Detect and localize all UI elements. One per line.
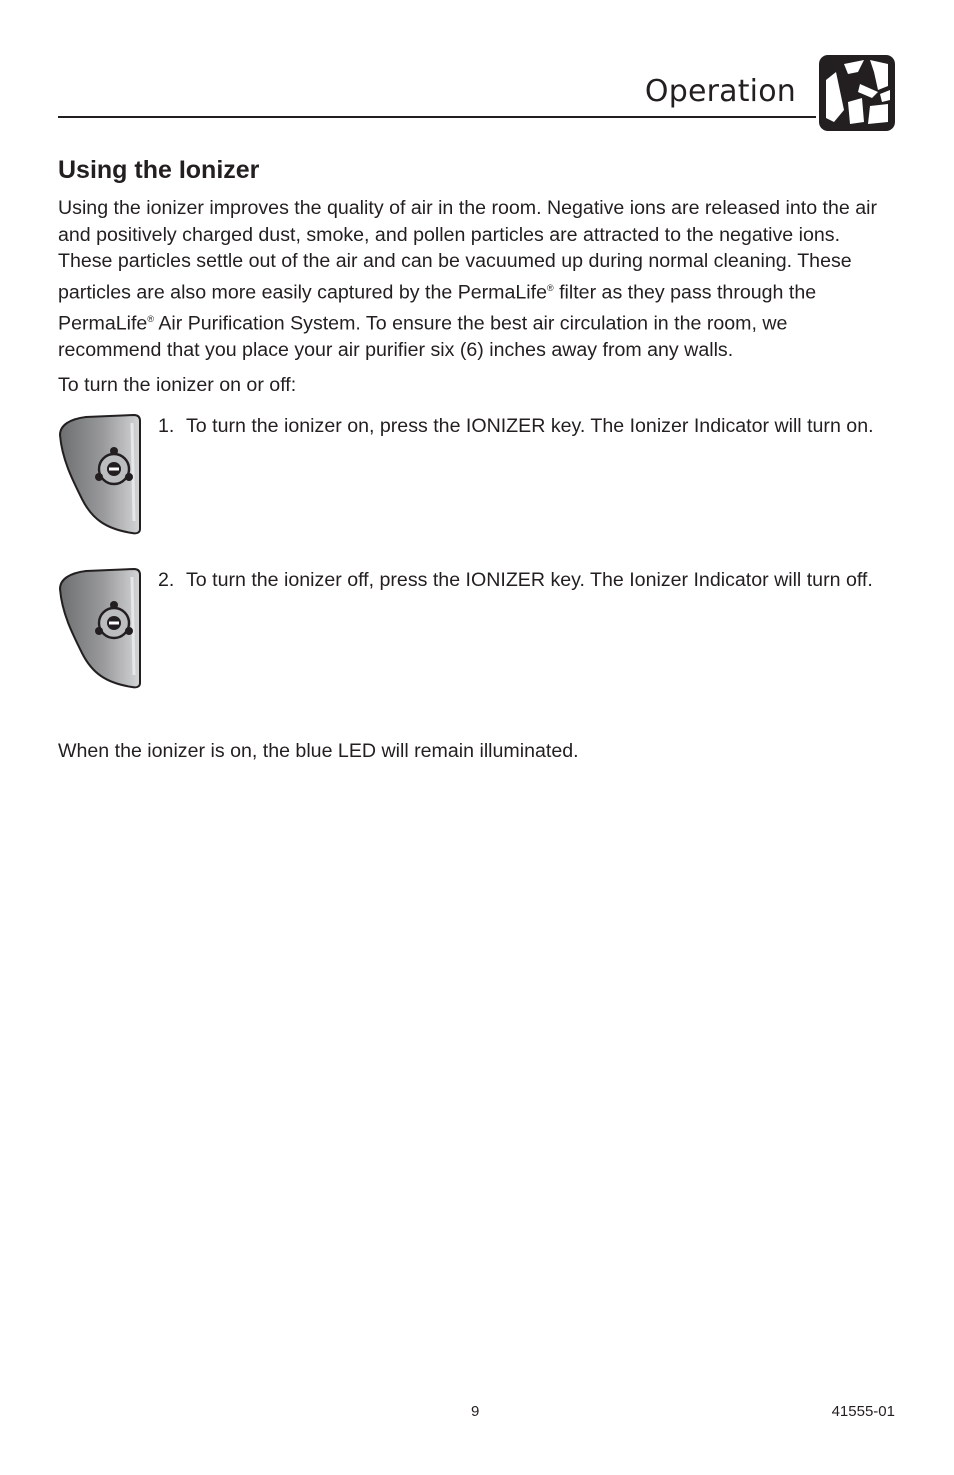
intro-text-part1: Using the ionizer improves the quality of air in the room. Negative ions are released into the air and positively charged dust, smoke, and pollen particles are attracted to the negative ions. These particles settle out of the air and can be vacuumed up during normal cleaning. These particles are also more easily captured by the PermaLife: [58, 197, 878, 304]
instructions-intro: To turn the ionizer on or off:: [58, 374, 297, 396]
intro-text-part2: filter as they pass through the PermaLife: [58, 281, 817, 335]
registered-mark: ®: [147, 313, 154, 324]
document-number: 41555-01: [831, 1403, 895, 1420]
ionizer-key-icon: [56, 567, 142, 689]
ionizer-key-icon: [56, 413, 142, 535]
registered-mark: ®: [547, 282, 554, 293]
step-number: 2.: [158, 569, 175, 591]
header-rule: [58, 116, 816, 118]
intro-text-part3: Air Purification System. To ensure the best air circulation in the room, we recommend that you place your air purifier six (6) inches away from any walls.: [58, 312, 788, 362]
page-number: 9: [471, 1403, 480, 1420]
step-text: To turn the ionizer on, press the IONIZER key. The Ionizer Indicator will turn on.: [186, 415, 874, 437]
closing-paragraph: When the ionizer is on, the blue LED will remain illuminated.: [58, 740, 579, 762]
step-number: 1.: [158, 415, 175, 437]
page-title: Operation: [644, 74, 796, 109]
chapter-icon: [818, 54, 896, 132]
intro-paragraph: [58, 195, 896, 364]
step-text: To turn the ionizer off, press the IONIZER key. The Ionizer Indicator will turn off.: [186, 569, 873, 591]
section-heading: Using the Ionizer: [58, 156, 260, 184]
